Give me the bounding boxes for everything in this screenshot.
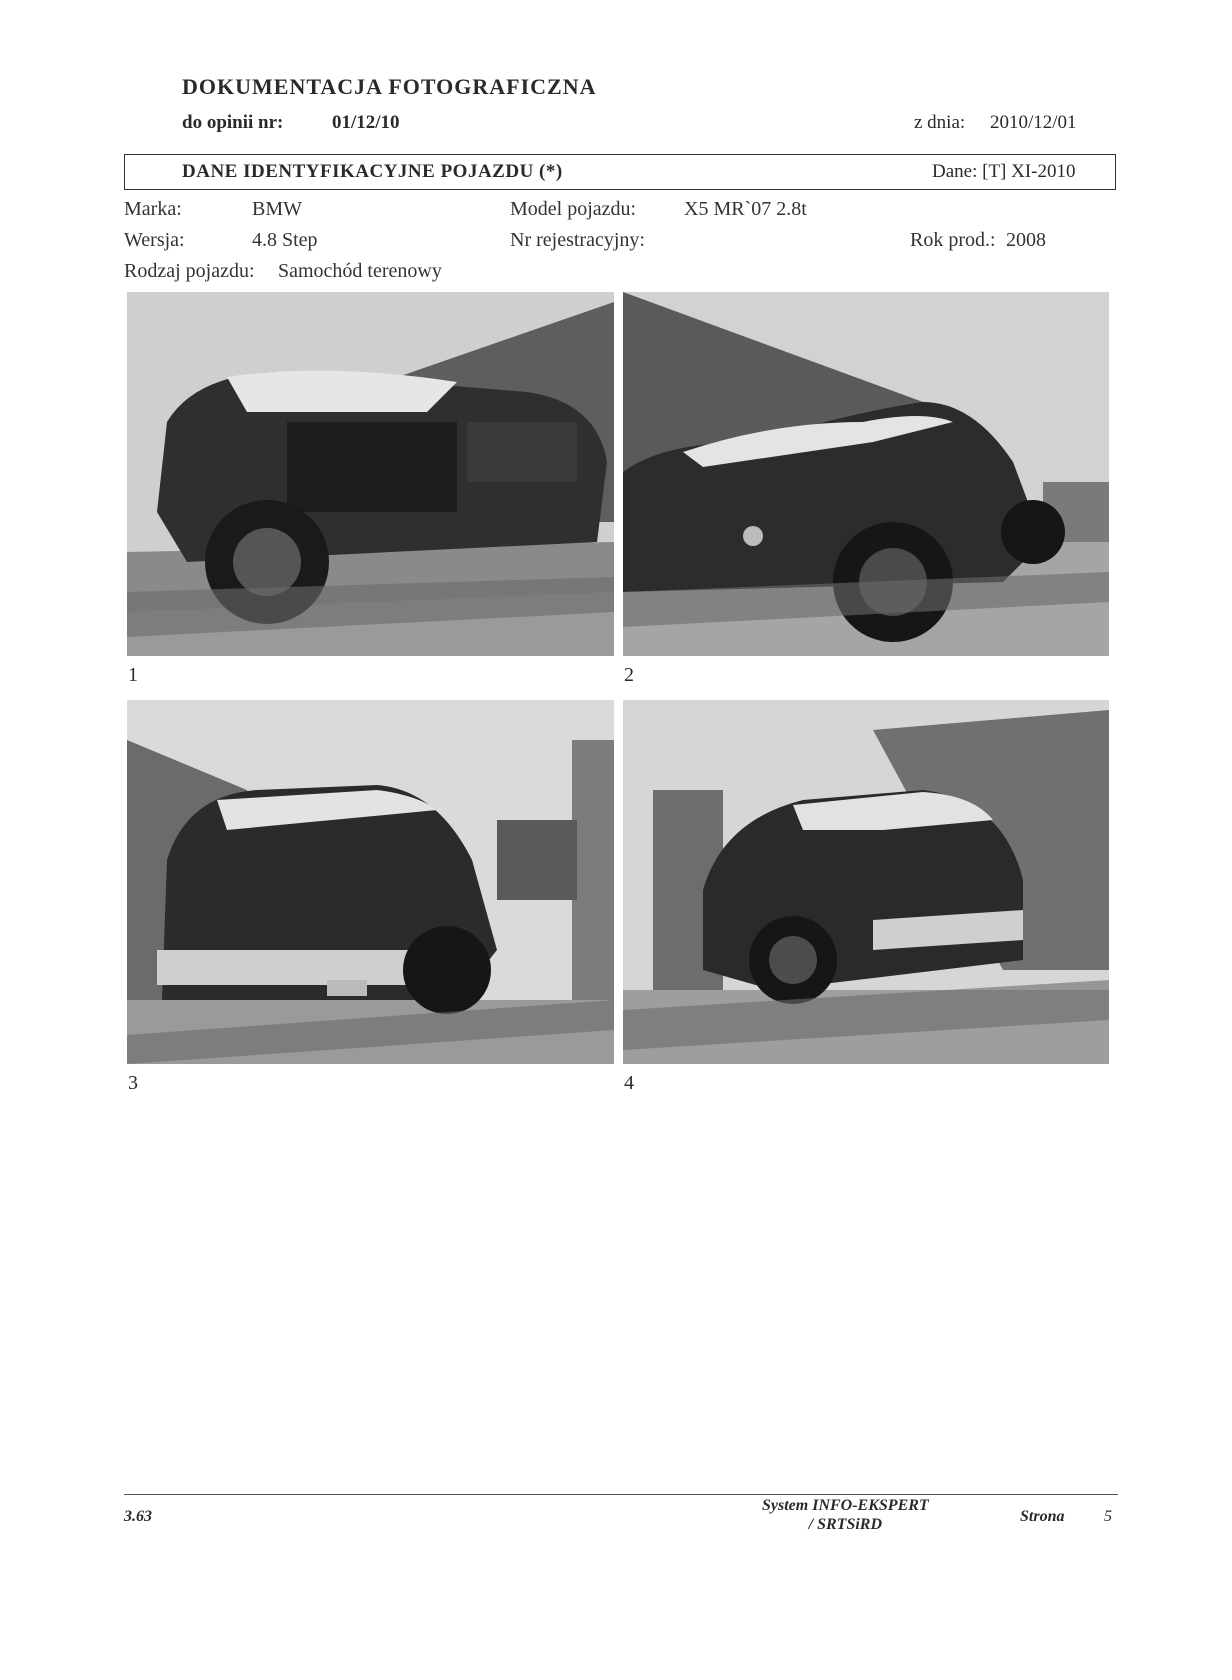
photo-3-rear-left (127, 700, 614, 1064)
vehicle-type-value: Samochód terenowy (278, 260, 442, 282)
photo-2-caption: 2 (624, 664, 634, 686)
data-date: Dane: [T] XI-2010 (932, 161, 1076, 182)
date-value: 2010/12/01 (990, 112, 1077, 133)
photo-1-front-damage (127, 292, 614, 656)
system-name-line1: System INFO-EKSPERT (762, 1497, 929, 1514)
software-version: 3.63 (124, 1508, 152, 1525)
footer-divider (124, 1494, 1118, 1495)
photo-3-caption: 3 (128, 1072, 138, 1094)
model-label: Model pojazdu: (510, 198, 637, 220)
opinion-number-label: do opinii nr: (182, 112, 284, 133)
identification-section-title: DANE IDENTYFIKACYJNE POJAZDU (*) (182, 161, 563, 182)
page-label: Strona (1020, 1508, 1065, 1525)
photo-4-caption: 4 (624, 1072, 634, 1094)
photo-2-front-right (623, 292, 1109, 656)
date-label: z dnia: (914, 112, 966, 133)
photo-1-caption: 1 (128, 664, 138, 686)
model-value: X5 MR`07 2.8t (684, 198, 807, 220)
version-value: 4.8 Step (252, 229, 318, 251)
registration-label: Nr rejestracyjny: (510, 229, 645, 251)
opinion-number: 01/12/10 (332, 112, 400, 133)
system-name-line2: / SRTSiRD (808, 1516, 883, 1533)
make-label: Marka: (124, 198, 182, 220)
version-label: Wersja: (124, 229, 185, 251)
photo-4-rear-right (623, 700, 1109, 1064)
year-value: 2008 (1006, 229, 1046, 251)
system-name (762, 1496, 929, 1534)
page-number: 5 (1104, 1508, 1112, 1525)
make-value: BMW (252, 198, 302, 220)
vehicle-type-label: Rodzaj pojazdu: (124, 260, 255, 282)
year-label: Rok prod.: (910, 229, 996, 251)
document-title: DOKUMENTACJA FOTOGRAFICZNA (182, 74, 597, 99)
